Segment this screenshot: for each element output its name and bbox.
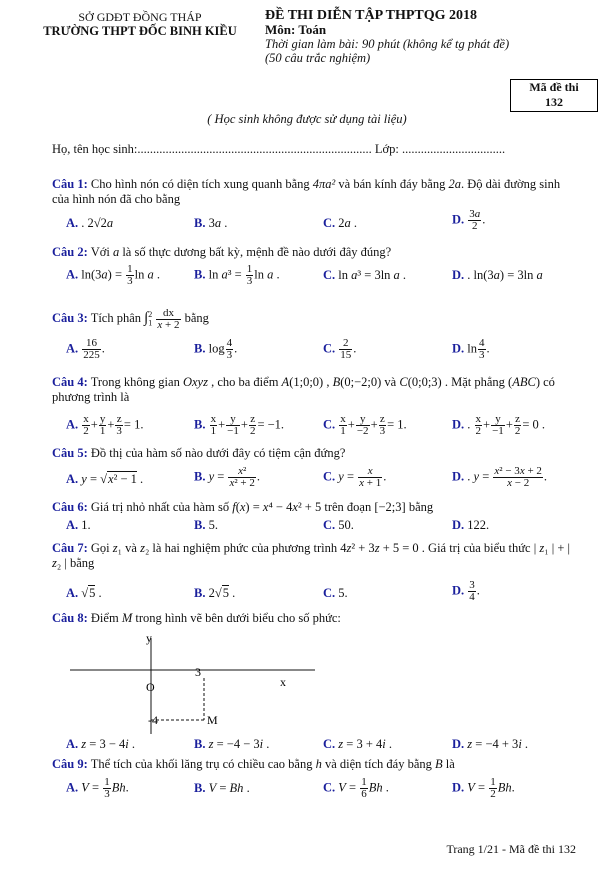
question-1 [52, 177, 572, 207]
q2-options [66, 263, 586, 290]
question-text: Gọi z₁ và z₂ là hai nghiệm phức của phương trình 4z² + 3z + 5 = 0 . Giá trị của biểu thức | z₁ | + | z₂ | bằng [52, 541, 571, 570]
option-d[interactable]: D. $\frac{3a}{2}$ . [452, 208, 486, 232]
question-text: Đồ thị của hàm số nào dưới đây có tiệm cận đứng? [90, 446, 346, 460]
question-2 [52, 245, 572, 260]
option-a[interactable]: A. √5 . [66, 586, 102, 600]
exam-code-box [510, 79, 598, 112]
option-a[interactable]: A. . 2√2a [66, 216, 114, 230]
option-d[interactable]: D. V = $\frac{1}{2}$ Bh. [452, 776, 515, 800]
x-tick-3: 3 [195, 665, 201, 679]
dept-name: SỞ GDĐT ĐỒNG THÁP [78, 10, 202, 24]
class-label: Lớp: [374, 142, 399, 156]
option-a[interactable]: A. $\frac{x}{2}$ + $\frac{y}{1}$ + $\frac{z}{3}$ = 1. [66, 413, 144, 437]
instruction-note: ( Học sinh không được sử dụng tài liệu) [207, 112, 407, 126]
option-b[interactable]: B. z = −4 − 3i . [194, 737, 270, 751]
name-label: Họ, tên học sinh: [52, 142, 138, 156]
q3-options [66, 337, 586, 364]
question-number: Câu 1: [52, 177, 88, 191]
option-b[interactable]: B. ln a³ = $\frac{1}{3}$ ln a . [194, 263, 280, 287]
option-d[interactable]: D. . ln(3a) = 3ln a [452, 268, 543, 282]
question-text: Tích phân $\int_1^2$ $\frac{dx}{x + 2}$ bằng [90, 306, 209, 331]
question-9 [52, 757, 572, 772]
option-c[interactable]: C. V = $\frac{1}{6}$ Bh . [323, 776, 389, 800]
option-c[interactable]: C. 5. [323, 586, 348, 600]
option-a[interactable]: A. y = √x² − 1 . [66, 472, 144, 486]
name-dots[interactable]: ........................................................................... [137, 142, 372, 156]
option-b[interactable]: B. y = $\frac{\text{x²}}{\text{x² + 2}}$ . [194, 465, 260, 489]
q1-options [66, 208, 586, 236]
question-number: Câu 9: [52, 757, 88, 771]
question-number: Câu 4: [52, 375, 88, 389]
question-4 [52, 375, 572, 405]
x-label: x [280, 675, 286, 689]
question-text: Trong không gian Oxyz , cho ba điểm A(1;0;0) , B(0;−2;0) và C(0;0;3) . Mặt phẳng (ABC) có phương trình là [52, 375, 555, 404]
exam-time: Thời gian làm bài: 90 phút (không kể tg phát đề) [265, 37, 510, 51]
question-7 [52, 541, 572, 571]
option-c[interactable]: C. 50. [323, 518, 354, 532]
y-tick-minus4: -4 [148, 713, 158, 727]
exam-subject: Môn: Toán [265, 22, 327, 37]
question-text: Thể tích của khối lăng trụ có chiều cao bằng h và diện tích đáy bằng B là [90, 757, 455, 771]
option-d[interactable]: D. z = −4 + 3i . [452, 737, 529, 751]
option-d[interactable]: D. ln $\frac{4}{3}$ . [452, 337, 490, 361]
exam-code: 132 [545, 95, 563, 109]
question-number: Câu 3: [52, 311, 88, 326]
class-dots[interactable]: ................................. [402, 142, 506, 156]
question-number: Câu 8: [52, 611, 88, 625]
option-d[interactable]: D. $\frac{3}{4}$ . [452, 579, 480, 603]
option-c[interactable]: C. $\frac{x}{1}$ + $\frac{y}{-2}$ + $\frac{z}{3}$ = 1. [323, 413, 407, 437]
question-number: Câu 7: [52, 541, 88, 555]
question-8 [52, 611, 572, 626]
exam-title: ĐỀ THI DIỄN TẬP THPTQG 2018 [265, 8, 477, 23]
option-a[interactable]: A. $\frac{16}{225}$ . [66, 337, 105, 361]
option-a[interactable]: A. ln(3a) = $\frac{1}{3}$ ln a . [66, 263, 160, 287]
point-m-label: M [207, 713, 218, 727]
option-c[interactable]: C. ln a³ = 3ln a . [323, 268, 407, 282]
y-label: y [146, 631, 152, 645]
question-text: Với a là số thực dương bất kỳ, mệnh đề nào dưới đây đúng? [90, 245, 392, 259]
question-number: Câu 2: [52, 245, 88, 259]
q9-options [66, 776, 586, 803]
q5-options [66, 465, 586, 496]
option-a[interactable]: A. 1. [66, 518, 91, 532]
option-b[interactable]: B. V = Bh . [194, 781, 250, 795]
q8-options [66, 737, 586, 753]
option-b[interactable]: B. 2√5 . [194, 586, 236, 600]
option-c[interactable]: C. 2a . [323, 216, 358, 230]
question-text: Giá trị nhỏ nhất của hàm số f(x) = x⁴ − 4x² + 5 trên đoạn [−2;3] bằng [90, 500, 434, 514]
option-b[interactable]: B. 5. [194, 518, 218, 532]
school-header [30, 10, 250, 38]
q7-options [66, 579, 586, 608]
option-d[interactable]: D. . y = $\frac{\text{x² − 3x + 2}}{x - 2}$ . [452, 465, 548, 489]
origin-label: O [146, 680, 155, 694]
option-a[interactable]: A. V = $\frac{1}{3}$ Bh. [66, 776, 129, 800]
option-a[interactable]: A. z = 3 − 4i . [66, 737, 135, 751]
option-b[interactable]: B. 3a . [194, 216, 228, 230]
question-5 [52, 446, 572, 461]
exam-header [265, 9, 595, 65]
option-d[interactable]: D. 122. [452, 518, 490, 532]
option-c[interactable]: C. z = 3 + 4i . [323, 737, 392, 751]
option-d[interactable]: D. . $\frac{x}{2}$ + $\frac{y}{-1}$ + $\frac{z}{2}$ = 0 . [452, 413, 546, 437]
school-name: TRƯỜNG THPT ĐỐC BINH KIỀU [43, 24, 237, 38]
question-number: Câu 5: [52, 446, 88, 460]
complex-plane-figure [60, 628, 320, 738]
question-6 [52, 500, 572, 515]
exam-code-label: Mã đề thi [529, 80, 579, 94]
option-c[interactable]: C. y = $\frac{x}{x + 1}$ . [323, 465, 387, 489]
question-text: Cho hình nón có diện tích xung quanh bằng 4πa² và bán kính đáy bằng 2a. Độ dài đường sinh của hình nón đã cho bằng [52, 177, 561, 206]
question-number: Câu 6: [52, 500, 88, 514]
option-c[interactable]: C. $\frac{2}{15}$ . [323, 337, 357, 361]
q4-options [66, 413, 586, 440]
student-info-line [52, 142, 505, 157]
exam-count: (50 câu trắc nghiệm) [265, 51, 371, 65]
question-3 [52, 307, 572, 331]
question-text: Điểm M trong hình vẽ bên dưới biểu cho số phức: [90, 611, 341, 625]
page-footer: Trang 1/21 - Mã đề thi 132 [446, 842, 576, 856]
option-b[interactable]: B. log $\frac{4}{3}$ . [194, 337, 238, 361]
option-b[interactable]: B. $\frac{x}{1}$ + $\frac{y}{-1}$ + $\frac{z}{2}$ = −1. [194, 413, 285, 437]
q6-options [66, 518, 586, 534]
